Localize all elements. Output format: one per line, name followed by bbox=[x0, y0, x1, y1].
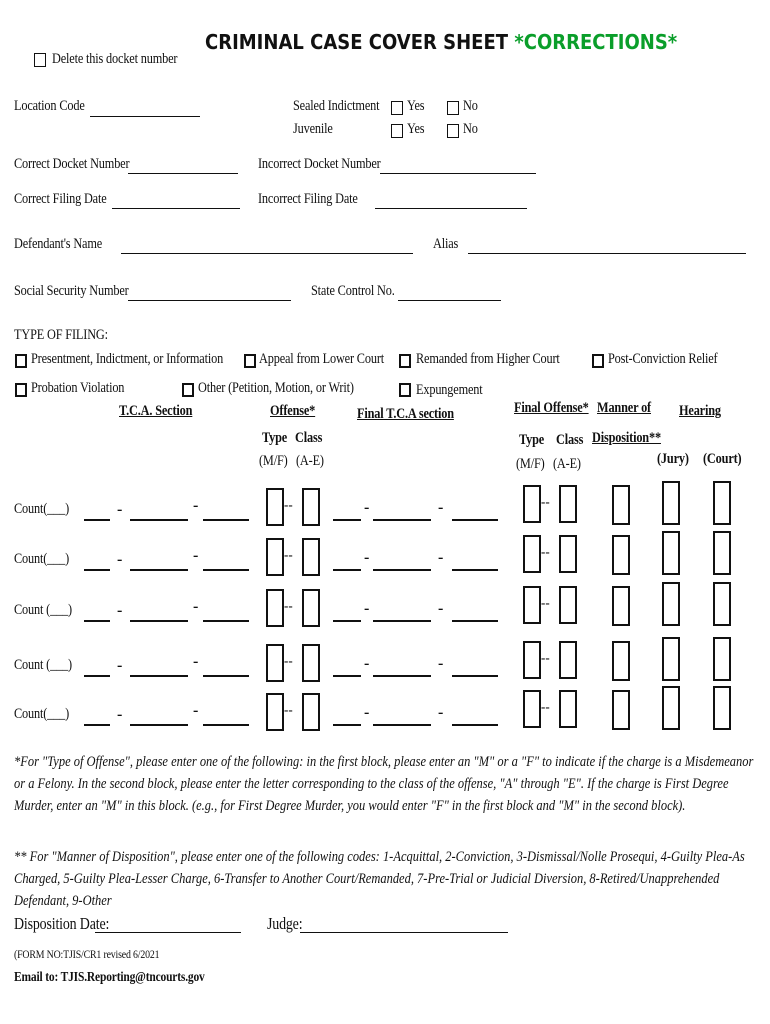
incorrect-filing-date-label: Incorrect Filing Date bbox=[258, 191, 358, 207]
hearing-court-box[interactable] bbox=[713, 582, 731, 626]
final-type-box[interactable] bbox=[523, 586, 541, 624]
defendants-name-field[interactable] bbox=[121, 253, 413, 254]
disposition-box[interactable] bbox=[612, 690, 630, 730]
hyphen: - bbox=[117, 602, 123, 619]
offense-note: *For "Type of Offense", please enter one of the following: in the first block, please enter an "M" or a "F" to indicate if the charge is a Misdemeanor or a Felony. In the second block, please enter the letter corresponding to the class of the offense, "A" through "E". If the charge is First Degree Murder, enter an "M" in this block. (e.g., for First Degree Murder, you would enter "F" in the first block and "M" in the second block). bbox=[14, 754, 754, 814]
tca-part3-field[interactable] bbox=[203, 569, 249, 571]
filing-other-checkbox[interactable] bbox=[182, 383, 194, 397]
state-control-label: State Control No. bbox=[311, 283, 395, 299]
filing-remanded-checkbox[interactable] bbox=[399, 354, 411, 368]
filing-appeal-checkbox[interactable] bbox=[244, 354, 256, 368]
delete-docket-checkbox[interactable] bbox=[34, 53, 46, 67]
final-type-box[interactable] bbox=[523, 641, 541, 679]
sealed-yes-checkbox[interactable] bbox=[391, 101, 403, 115]
final-type-header: Type bbox=[519, 432, 545, 448]
hyphen: - bbox=[193, 547, 199, 564]
filing-other-label: Other (Petition, Motion, or Writ) bbox=[198, 380, 354, 396]
hyphen: - bbox=[364, 655, 370, 672]
hearing-court-box[interactable] bbox=[713, 481, 731, 525]
final-tca-part3-field[interactable] bbox=[452, 569, 498, 571]
tca-part1-field[interactable] bbox=[84, 724, 110, 726]
final-tca-part1-field[interactable] bbox=[333, 620, 361, 622]
correct-filing-date-field[interactable] bbox=[112, 208, 240, 209]
final-type-box[interactable] bbox=[523, 690, 541, 728]
disposition-note: ** For "Manner of Disposition", please enter one of the following codes: 1-Acquittal, 2-Conviction, 3-Dismissal/Nolle Prosequi, 4-Guilty Plea-As Charged, 5-Guilty Plea-Lesser Charge, 6-Transfer to Another Court/Remanded, 7-Pre-Trial or Judicial Diversion, 8-Retired/Unapprehended Defendant, 9-Other bbox=[14, 849, 745, 909]
incorrect-docket-label: Incorrect Docket Number bbox=[258, 156, 381, 172]
tca-part3-field[interactable] bbox=[203, 620, 249, 622]
box-separator: -- bbox=[284, 598, 293, 613]
offense-class-box[interactable] bbox=[302, 538, 320, 576]
final-tca-part1-field[interactable] bbox=[333, 675, 361, 677]
final-tca-part1-field[interactable] bbox=[333, 519, 361, 521]
delete-docket-label: Delete this docket number bbox=[52, 51, 178, 67]
box-separator: -- bbox=[541, 699, 550, 714]
filing-presentment-label: Presentment, Indictment, or Information bbox=[31, 351, 224, 367]
disposition-box[interactable] bbox=[612, 586, 630, 626]
final-type-box[interactable] bbox=[523, 535, 541, 573]
location-code-field[interactable] bbox=[90, 116, 200, 117]
hearing-jury-box[interactable] bbox=[662, 582, 680, 626]
disposition-date-label: Disposition Date: bbox=[14, 914, 110, 933]
incorrect-docket-field[interactable] bbox=[380, 173, 536, 174]
hearing-jury-box[interactable] bbox=[662, 686, 680, 730]
correct-docket-label: Correct Docket Number bbox=[14, 156, 130, 172]
hyphen: - bbox=[193, 598, 199, 615]
box-separator: -- bbox=[541, 650, 550, 665]
location-code-label: Location Code bbox=[14, 98, 85, 114]
offense-ae-header: (A-E) bbox=[296, 453, 324, 469]
hearing-header: Hearing bbox=[679, 403, 721, 419]
sealed-yes-label: Yes bbox=[407, 98, 425, 114]
offense-class-box[interactable] bbox=[302, 693, 320, 731]
filing-expungement-checkbox[interactable] bbox=[399, 383, 411, 397]
sealed-no-label: No bbox=[463, 98, 478, 114]
juvenile-no-checkbox[interactable] bbox=[447, 124, 459, 138]
tca-part2-field[interactable] bbox=[130, 569, 188, 571]
final-tca-part1-field[interactable] bbox=[333, 569, 361, 571]
offense-header: Offense* bbox=[270, 403, 316, 419]
box-separator: -- bbox=[541, 544, 550, 559]
correct-filing-date-label: Correct Filing Date bbox=[14, 191, 107, 207]
hyphen: - bbox=[364, 549, 370, 566]
state-control-field[interactable] bbox=[398, 300, 501, 301]
hearing-court-box[interactable] bbox=[713, 637, 731, 681]
page-title bbox=[205, 30, 677, 54]
disposition-box[interactable] bbox=[612, 535, 630, 575]
hearing-jury-box[interactable] bbox=[662, 637, 680, 681]
offense-class-box[interactable] bbox=[302, 488, 320, 526]
tca-part3-field[interactable] bbox=[203, 675, 249, 677]
filing-probation-label: Probation Violation bbox=[31, 380, 125, 396]
disposition-date-field[interactable] bbox=[95, 932, 241, 933]
tca-part2-field[interactable] bbox=[130, 519, 188, 521]
incorrect-filing-date-field[interactable] bbox=[375, 208, 527, 209]
ssn-field[interactable] bbox=[128, 300, 291, 301]
filing-postconviction-label: Post-Conviction Relief bbox=[608, 351, 718, 367]
hearing-court-box[interactable] bbox=[713, 686, 731, 730]
offense-type-box[interactable] bbox=[266, 693, 284, 731]
form-number: (FORM NO:TJIS/CR1 revised 6/2021 bbox=[14, 947, 160, 961]
judge-label: Judge: bbox=[267, 914, 303, 933]
count-label: Count(___) bbox=[14, 551, 70, 567]
hyphen: - bbox=[438, 704, 444, 721]
hearing-jury-box[interactable] bbox=[662, 531, 680, 575]
hearing-court-box[interactable] bbox=[713, 531, 731, 575]
hyphen: - bbox=[117, 706, 123, 723]
box-separator: -- bbox=[284, 497, 293, 512]
juvenile-no-label: No bbox=[463, 121, 478, 137]
hyphen: - bbox=[117, 551, 123, 568]
final-tca-part2-field[interactable] bbox=[373, 620, 431, 622]
offense-class-header: Class bbox=[295, 430, 323, 446]
hyphen: - bbox=[193, 702, 199, 719]
final-type-box[interactable] bbox=[523, 485, 541, 523]
alias-label: Alias bbox=[433, 236, 459, 252]
disposition-header: Disposition** bbox=[592, 430, 661, 446]
final-offense-header: Final Offense* bbox=[514, 400, 589, 416]
offense-type-box[interactable] bbox=[266, 644, 284, 682]
final-ae-header: (A-E) bbox=[553, 456, 581, 472]
count-label: Count (___) bbox=[14, 657, 72, 673]
tca-part3-field[interactable] bbox=[203, 519, 249, 521]
title-main: CRIMINAL CASE COVER SHEET bbox=[205, 30, 509, 54]
final-tca-part3-field[interactable] bbox=[452, 724, 498, 726]
tca-part1-field[interactable] bbox=[84, 620, 110, 622]
final-class-box[interactable] bbox=[559, 485, 577, 523]
box-separator: -- bbox=[541, 494, 550, 509]
tca-part1-field[interactable] bbox=[84, 675, 110, 677]
box-separator: -- bbox=[541, 595, 550, 610]
filing-postconviction-checkbox[interactable] bbox=[592, 354, 604, 368]
juvenile-label: Juvenile bbox=[293, 121, 333, 137]
hyphen: - bbox=[364, 600, 370, 617]
final-class-box[interactable] bbox=[559, 690, 577, 728]
sealed-no-checkbox[interactable] bbox=[447, 101, 459, 115]
hyphen: - bbox=[438, 655, 444, 672]
final-tca-part3-field[interactable] bbox=[452, 620, 498, 622]
count-label: Count(___) bbox=[14, 501, 70, 517]
juvenile-yes-checkbox[interactable] bbox=[391, 124, 403, 138]
final-class-header: Class bbox=[556, 432, 584, 448]
hyphen: - bbox=[193, 497, 199, 514]
alias-field[interactable] bbox=[468, 253, 746, 254]
tca-part3-field[interactable] bbox=[203, 724, 249, 726]
disposition-box[interactable] bbox=[612, 641, 630, 681]
defendants-name-label: Defendant's Name bbox=[14, 236, 103, 252]
sealed-indictment-label: Sealed Indictment bbox=[293, 98, 380, 114]
judge-field[interactable] bbox=[300, 932, 508, 933]
count-label: Count (___) bbox=[14, 602, 72, 618]
offense-type-box[interactable] bbox=[266, 538, 284, 576]
filing-probation-checkbox[interactable] bbox=[15, 383, 27, 397]
hearing-jury-box[interactable] bbox=[662, 481, 680, 525]
offense-mf-header: (M/F) bbox=[259, 453, 288, 469]
correct-docket-field[interactable] bbox=[128, 173, 238, 174]
final-tca-header: Final T.C.A section bbox=[357, 406, 454, 422]
offense-type-header: Type bbox=[262, 430, 288, 446]
manner-of-header: Manner of bbox=[597, 400, 651, 416]
final-tca-part2-field[interactable] bbox=[373, 519, 431, 521]
final-class-box[interactable] bbox=[559, 641, 577, 679]
tca-part1-field[interactable] bbox=[84, 519, 110, 521]
hyphen: - bbox=[193, 653, 199, 670]
box-separator: -- bbox=[284, 547, 293, 562]
filing-expungement-label: Expungement bbox=[416, 382, 483, 398]
tca-part2-field[interactable] bbox=[130, 724, 188, 726]
offense-type-box[interactable] bbox=[266, 488, 284, 526]
final-tca-part3-field[interactable] bbox=[452, 519, 498, 521]
tca-part2-field[interactable] bbox=[130, 620, 188, 622]
final-class-box[interactable] bbox=[559, 586, 577, 624]
hyphen: - bbox=[117, 657, 123, 674]
jury-header: (Jury) bbox=[657, 451, 689, 467]
offense-class-box[interactable] bbox=[302, 589, 320, 627]
final-tca-part2-field[interactable] bbox=[373, 675, 431, 677]
offense-type-box[interactable] bbox=[266, 589, 284, 627]
tca-part2-field[interactable] bbox=[130, 675, 188, 677]
final-tca-part2-field[interactable] bbox=[373, 724, 431, 726]
final-tca-part2-field[interactable] bbox=[373, 569, 431, 571]
disposition-box[interactable] bbox=[612, 485, 630, 525]
hyphen: - bbox=[364, 499, 370, 516]
email-instructions: Email to: TJIS.Reporting@tncourts.gov bbox=[14, 970, 205, 985]
final-class-box[interactable] bbox=[559, 535, 577, 573]
box-separator: -- bbox=[284, 702, 293, 717]
box-separator: -- bbox=[284, 653, 293, 668]
final-tca-part1-field[interactable] bbox=[333, 724, 361, 726]
filing-appeal-label: Appeal from Lower Court bbox=[259, 351, 385, 367]
juvenile-yes-label: Yes bbox=[407, 121, 425, 137]
final-tca-part3-field[interactable] bbox=[452, 675, 498, 677]
title-corrections: *CORRECTIONS* bbox=[514, 30, 678, 54]
hyphen: - bbox=[438, 549, 444, 566]
count-label: Count(___) bbox=[14, 706, 70, 722]
type-of-filing-heading: TYPE OF FILING: bbox=[14, 327, 108, 343]
court-header: (Court) bbox=[703, 451, 742, 467]
offense-class-box[interactable] bbox=[302, 644, 320, 682]
final-mf-header: (M/F) bbox=[516, 456, 545, 472]
hyphen: - bbox=[438, 499, 444, 516]
tca-section-header: T.C.A. Section bbox=[119, 403, 193, 419]
hyphen: - bbox=[438, 600, 444, 617]
ssn-label: Social Security Number bbox=[14, 283, 129, 299]
hyphen: - bbox=[117, 501, 123, 518]
filing-remanded-label: Remanded from Higher Court bbox=[416, 351, 560, 367]
tca-part1-field[interactable] bbox=[84, 569, 110, 571]
filing-presentment-checkbox[interactable] bbox=[15, 354, 27, 368]
hyphen: - bbox=[364, 704, 370, 721]
